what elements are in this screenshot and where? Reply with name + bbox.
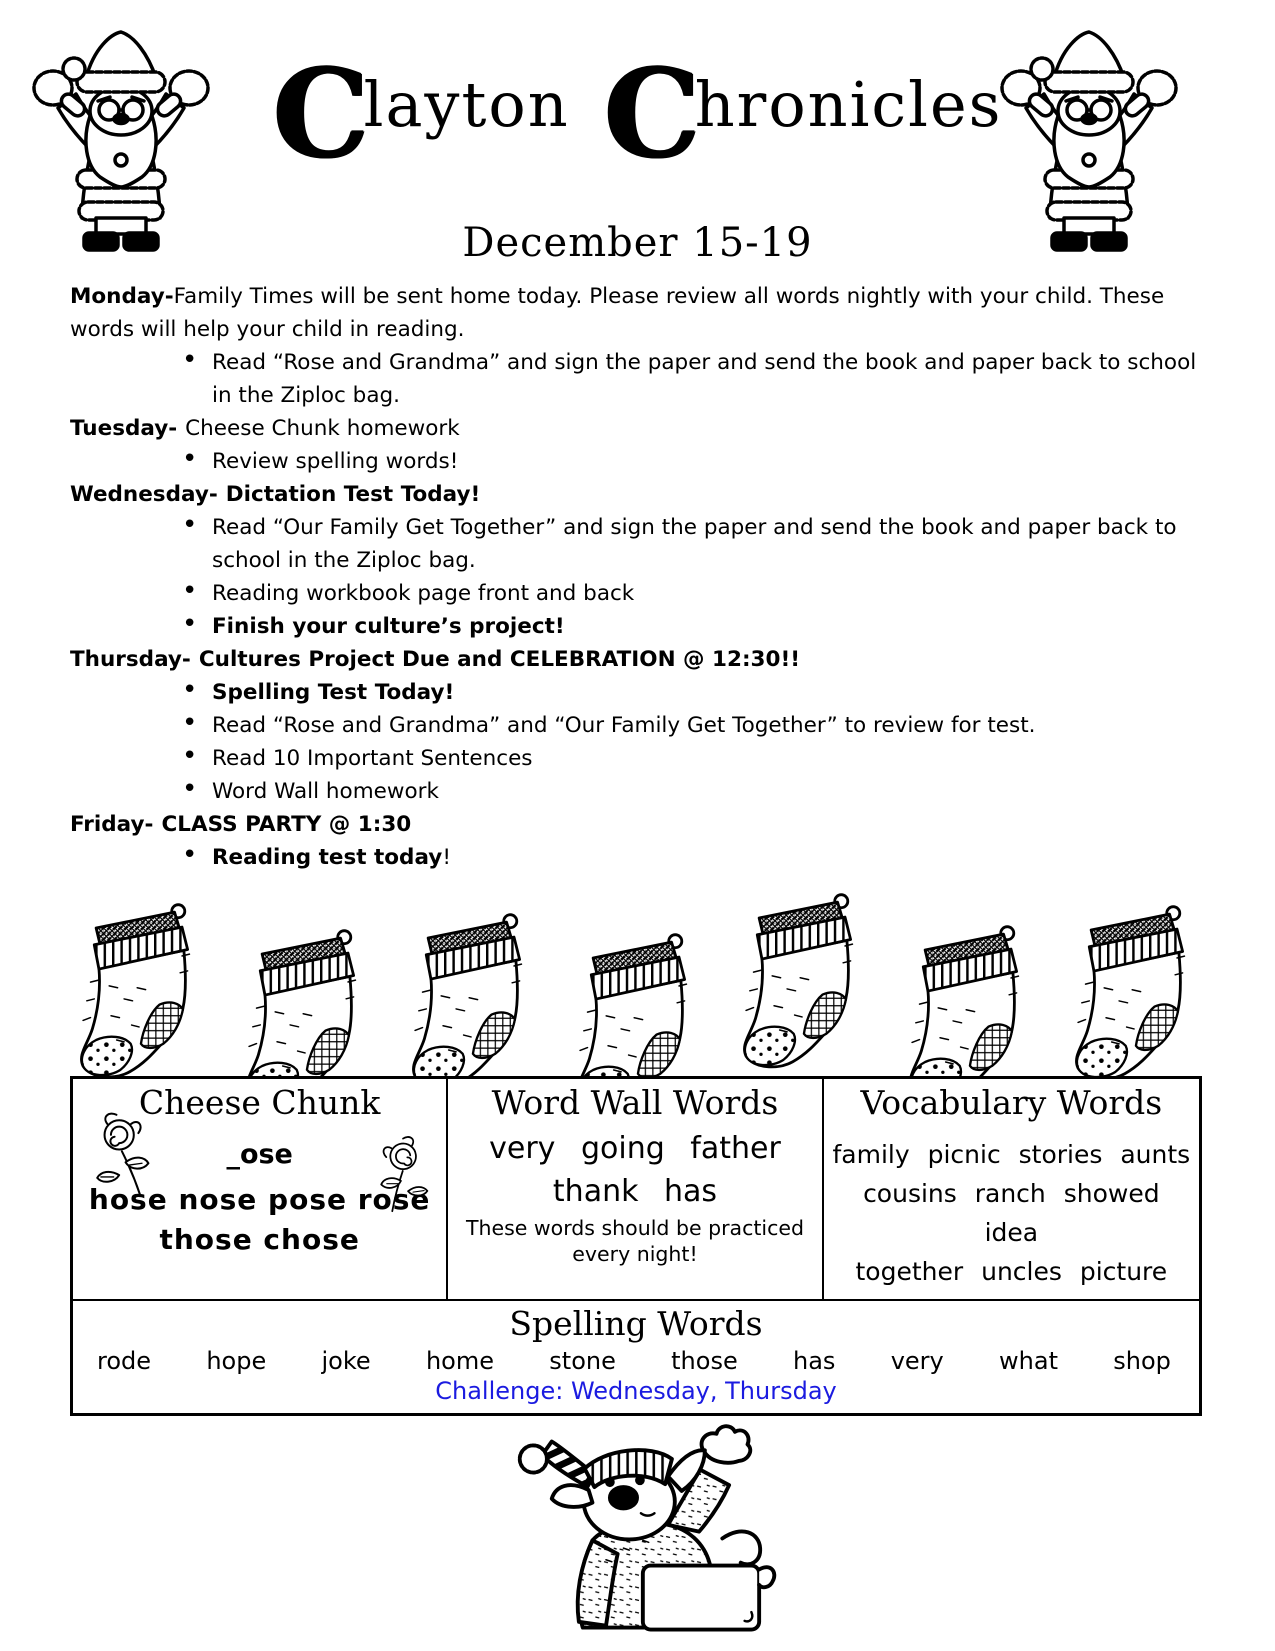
spelling-word: has (793, 1347, 836, 1375)
words-table (70, 1076, 1202, 1416)
vocabulary-words: family picnic stories aunts (832, 1140, 1191, 1169)
spelling-title: Spelling Words (509, 1304, 763, 1343)
word-wall-cell (448, 1079, 823, 1299)
stocking-icon (1065, 900, 1205, 1086)
spelling-word: those (671, 1347, 738, 1375)
spelling-word: what (999, 1347, 1058, 1375)
cheese-chunk-title: Cheese Chunk (138, 1083, 381, 1122)
cheese-chunk-words: those chose (159, 1223, 360, 1256)
schedule-bullet: • Spelling Test Today! (70, 676, 1205, 709)
stocking-icon (402, 908, 542, 1094)
schedule-day-wednesday: Wednesday- Dictation Test Today! (70, 482, 481, 507)
weekly-schedule (70, 280, 1205, 874)
schedule-bullet: • Review spelling words! (70, 445, 1205, 478)
spelling-word: very (890, 1347, 944, 1375)
schedule-bullet: • Read “Rose and Grandma” and “Our Family Get Together” to review for test. (70, 709, 1205, 742)
word-wall-note: These words should be practiced every night! (465, 1216, 804, 1266)
cheese-chunk-pattern: _ose (226, 1139, 293, 1170)
newsletter-header (0, 0, 1275, 272)
spelling-word: hope (206, 1347, 267, 1375)
schedule-bullet: • Read 10 Important Sentences (70, 742, 1205, 775)
schedule-bullet: • Reading test today! (70, 841, 1205, 874)
date-range: December 15-19 (462, 220, 813, 266)
vocabulary-words: cousins ranch showed idea (863, 1179, 1160, 1247)
schedule-bullet: • Reading workbook page front and back (70, 577, 1205, 610)
stocking-row (70, 886, 1205, 1092)
word-wall-words: very going father (489, 1131, 781, 1166)
schedule-day-monday: Monday-Family Times will be sent home today. Please review all words nightly with your child. These words will help your child in reading. (70, 284, 1165, 342)
schedule-bullet: • Word Wall homework (70, 775, 1205, 808)
cheese-chunk-words: hose nose pose rose (88, 1183, 431, 1216)
vocabulary-title: Vocabulary Words (860, 1083, 1163, 1122)
vocabulary-cell (824, 1079, 1199, 1299)
schedule-day-tuesday: Tuesday- Cheese Chunk homework (70, 416, 460, 441)
spelling-words-row (73, 1345, 1199, 1375)
word-wall-title: Word Wall Words (491, 1083, 779, 1122)
schedule-day-thursday: Thursday- Cultures Project Due and CELEBRATION @ 12:30!! (70, 647, 801, 672)
elf-icon (473, 1395, 803, 1647)
schedule-day-friday: Friday- CLASS PARTY @ 1:30 (70, 812, 412, 837)
schedule-bullet: • Finish your culture’s project! (70, 610, 1205, 643)
spelling-word: joke (321, 1347, 371, 1375)
spelling-word: rode (97, 1347, 152, 1375)
schedule-bullet: • Read “Our Family Get Together” and sign the paper and send the book and paper back to school in the Ziploc bag. (70, 511, 1205, 577)
title-initial: C (272, 41, 364, 185)
spelling-word: home (425, 1347, 494, 1375)
stocking-icon (733, 888, 873, 1074)
cheese-chunk-cell (73, 1079, 448, 1299)
schedule-bullet: • Read “Rose and Grandma” and sign the paper and send the book and paper back to school in the Ziploc bag. (70, 346, 1205, 412)
stocking-icon (70, 898, 210, 1084)
vocabulary-words: together uncles picture (855, 1257, 1168, 1286)
spelling-word: shop (1113, 1347, 1171, 1375)
newsletter-title: Clayton Chronicles (272, 41, 1003, 185)
spelling-word: stone (549, 1347, 616, 1375)
spelling-challenge: Challenge: Wednesday, Thursday (435, 1377, 837, 1405)
footer-art (0, 1395, 1275, 1651)
title-initial: C (603, 41, 695, 185)
rose-icon (89, 1109, 153, 1201)
word-wall-words: thank has (552, 1174, 718, 1209)
rose-icon (371, 1130, 438, 1219)
